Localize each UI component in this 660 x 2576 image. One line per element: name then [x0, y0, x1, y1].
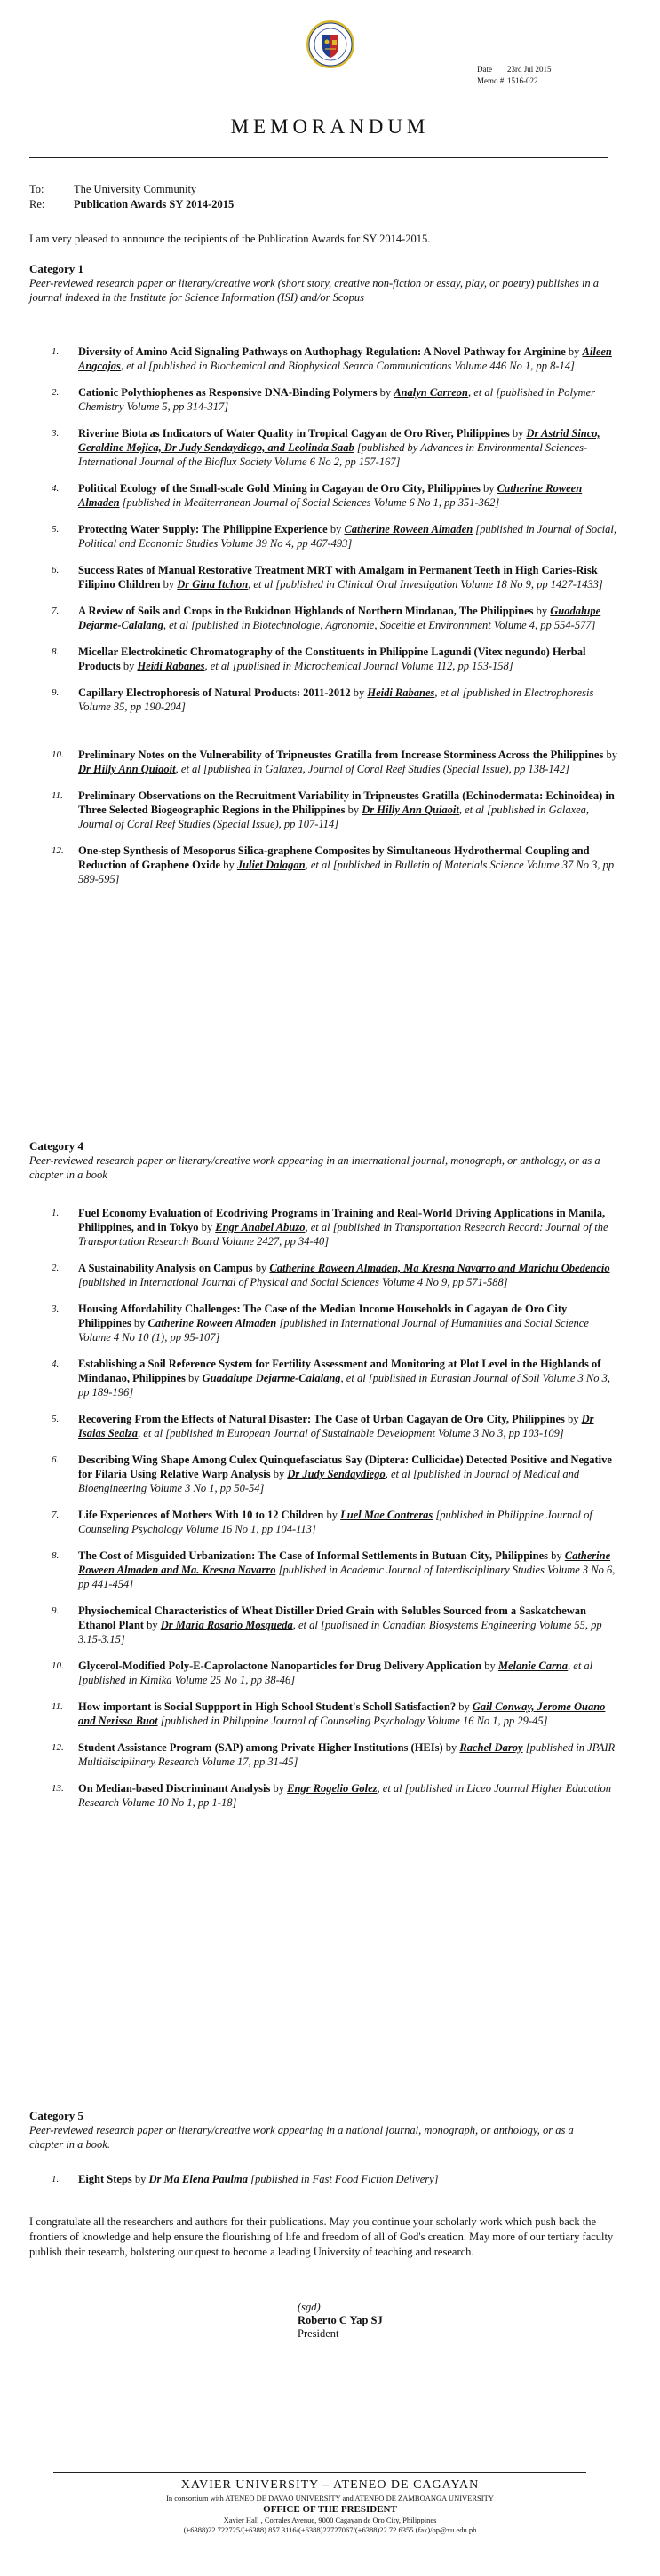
entry-text: [76, 426, 620, 469]
entry-by: by: [533, 605, 551, 617]
entry-title: A Review of Soils and Crops in the Bukidnon Highlands of Northern Mindanao, The Philippines: [78, 605, 534, 617]
entry-author: Catherine Roween Almaden: [147, 1317, 277, 1329]
list-item: [29, 1781, 620, 1810]
footer-contact: (+6388)22 722725/(+6388) 857 3116/(+6388)22727067/(+6388)22 72 6355 (fax)/op@xu.edu.ph: [183, 2525, 477, 2534]
entry-text: [76, 1412, 620, 1440]
entry-by: by: [270, 1468, 288, 1480]
entry-by: by: [327, 523, 345, 535]
entry-author: Catherine Roween Almaden: [78, 482, 583, 509]
entry-text: [76, 1261, 620, 1289]
signed-mark: (sgd): [298, 2301, 321, 2313]
entry-number: 8.: [52, 646, 60, 657]
entry-text: [76, 1604, 620, 1646]
entry-author: Gail Conway, Jerome Ouano and Nerissa Buot: [78, 1700, 606, 1727]
entry-by: by: [198, 1221, 216, 1233]
footer-office: OFFICE OF THE PRESIDENT: [263, 2504, 397, 2515]
entry-by: by: [270, 1782, 288, 1795]
to-value: The University Community: [74, 183, 197, 195]
date-value: 23rd Jul 2015: [507, 65, 552, 74]
signature-block: [298, 2301, 383, 2341]
list-item: [29, 1412, 620, 1440]
re-label: Re:: [29, 198, 45, 210]
entry-title: Riverine Biota as Indicators of Water Quality in Tropical Cagyan de Oro River, Philippines: [78, 427, 510, 440]
entry-author: Catherine Roween Almaden: [344, 523, 473, 535]
entry-author: Engr Rogelio Golez: [287, 1782, 378, 1795]
entry-title: Student Assistance Program (SAP) among Private Higher Institutions (HEIs): [78, 1741, 443, 1754]
entry-number: 4.: [52, 1359, 60, 1369]
entry-title: Preliminary Notes on the Vulnerability of Tripneustes Gratilla from Increase Storminess Across the Philippines: [78, 749, 604, 761]
entry-number: 6.: [52, 1454, 60, 1465]
entry-author: Rachel Daroy: [459, 1741, 523, 1754]
entry-by: by: [160, 578, 178, 590]
entry-publication: , et al [published in Canadian Biosystems Engineering Volume 55, pp 3.15-3.15]: [78, 1619, 602, 1645]
list-item: [29, 1302, 620, 1344]
entry-by: by: [565, 345, 583, 358]
list-item: [29, 563, 620, 591]
signatory-name: Roberto C Yap SJ: [298, 2314, 383, 2326]
entry-author: Dr Ma Elena Paulma: [148, 2173, 249, 2185]
entry-author: Dr Hilly Ann Quiaoit: [362, 804, 459, 816]
entry-author: Luel Mae Contreras: [340, 1509, 433, 1521]
entry-title: One-step Synthesis of Mesoporus Silica-graphene Composites by Simultaneous Hydrothermal Coupling and Reduction of Graphene Oxide: [78, 844, 590, 871]
memo-number-value: 1516-022: [507, 76, 538, 85]
list-item: [29, 522, 620, 551]
entry-publication: , et al [published in Microchemical Journal Volume 112, pp 153-158]: [204, 660, 513, 672]
list-item: [29, 481, 620, 510]
entry-title: A Sustainability Analysis on Campus: [78, 1262, 253, 1274]
date-label: Date: [477, 65, 492, 74]
entry-number: 12.: [52, 845, 64, 856]
entry-author: Guadalupe Dejarme-Calalang: [202, 1372, 341, 1384]
entry-number: 2.: [52, 387, 60, 398]
entry-publication: , et al [published in Biochemical and Biophysical Search Communications Volume 446 No 1, pp 8-14]: [120, 360, 575, 372]
entry-text: [76, 789, 620, 831]
entry-publication: [published by Advances in Environmental Sciences- International Journal of the Bioflux Society Volume 6 No 2, pp 157-167]: [78, 441, 588, 468]
entry-by: by: [131, 2173, 149, 2185]
memo-number-label: Memo #: [477, 76, 505, 85]
entry-publication: , et al [published in Liceo Journal Higher Education Research Volume 10 No 1, pp 1-18]: [78, 1782, 612, 1809]
entry-by: by: [480, 482, 497, 495]
entry-text: [76, 645, 620, 673]
entry-number: 8.: [52, 1550, 60, 1561]
entry-number: 4.: [52, 483, 60, 494]
category-4-header: [29, 1138, 616, 1182]
entry-number: 7.: [52, 1510, 60, 1520]
entry-text: [76, 1659, 620, 1687]
entry-title: Preliminary Observations on the Recruitment Variability in Tripneustes Gratilla (Echinodermata: Echinoidea) in Three Selected Biogeographic Regions in the Philippines: [78, 789, 615, 816]
entry-number: 9.: [52, 687, 60, 698]
entry-title: Housing Affordability Challenges: The Case of the Median Income Households in Cagayan de Oro City Philippines: [78, 1303, 568, 1329]
entry-text: [76, 1357, 620, 1399]
entry-text: [76, 686, 620, 714]
entry-by: by: [143, 1619, 161, 1631]
list-item: [29, 1206, 620, 1248]
category-1-list: [29, 345, 620, 899]
entry-author: Catherine Roween Almaden, Ma Kresna Navarro and Marichu Obedencio: [269, 1262, 610, 1274]
entry-title: Protecting Water Supply: The Philippine Experience: [78, 523, 328, 535]
list-item: [29, 1357, 620, 1399]
list-item: [29, 748, 620, 776]
entry-number: 13.: [52, 1783, 64, 1794]
entry-text: [76, 385, 620, 414]
entry-text: [76, 345, 620, 373]
entry-title: Cationic Polythiophenes as Responsive DNA-Binding Polymers: [78, 386, 378, 399]
entry-number: 10.: [52, 749, 64, 760]
entry-text: [76, 604, 620, 632]
entry-by: by: [509, 427, 527, 440]
entry-publication: , et al [published in Galaxea, Journal of Coral Reef Studies (Special Issue), pp 138-142]: [175, 763, 569, 775]
entry-text: [76, 1206, 620, 1248]
entry-author: Aileen Angcajas: [78, 345, 612, 372]
list-item: [29, 844, 620, 886]
address-block: [29, 182, 234, 212]
signatory-position: President: [298, 2327, 339, 2340]
entry-publication: , et al [published in Clinical Oral Investigation Volume 18 No 9, pp 1427-1433]: [248, 578, 603, 590]
entry-publication: [published in Fast Food Fiction Delivery]: [248, 2173, 439, 2185]
entry-by: by: [120, 660, 138, 672]
entry-by: by: [323, 1509, 341, 1521]
entry-title: How important is Social Suppport in High School Student's Scholl Satisfaction?: [78, 1700, 457, 1713]
category-description: Peer-reviewed research paper or literary/creative work appearing in an international journal, monograph, or anthology, or as a chapter in a book: [29, 1154, 600, 1181]
category-5-header: [29, 2108, 616, 2152]
footer-university: XAVIER UNIVERSITY – ATENEO DE CAGAYAN: [180, 2478, 480, 2492]
entry-publication: [published in JPAIR Multidisciplinary Research Volume 17, pp 31-45]: [78, 1741, 616, 1768]
entry-text: [76, 1508, 620, 1536]
list-item: [29, 385, 620, 414]
entry-text: [76, 1453, 620, 1495]
entry-publication: , et al [published in European Journal of Sustainable Development Volume 3 No 3, pp 103-109]: [138, 1427, 564, 1439]
entry-number: 7.: [52, 606, 60, 616]
list-item: [29, 1261, 620, 1289]
page-title: MEMORANDUM: [230, 115, 430, 138]
list-item: [29, 1700, 620, 1728]
entry-publication: , et al [published in Biotechnologie, Agronomie, Soceitie et Environnment Volume 4, pp 554-577]: [163, 619, 596, 631]
category-5-list: [29, 2172, 620, 2199]
entry-title: On Median-based Discriminant Analysis: [78, 1782, 271, 1795]
list-item: [29, 1453, 620, 1495]
entry-publication: [published in International Journal of Physical and Social Sciences Volume 4 No 9, pp 571-588]: [78, 1276, 508, 1288]
entry-by: by: [442, 1741, 460, 1754]
entry-by: by: [350, 686, 368, 699]
entry-title: Diversity of Amino Acid Signaling Pathways on Authophagy Regulation: A Novel Pathway for Arginine: [78, 345, 566, 358]
entry-title: The Cost of Misguided Urbanization: The Case of Informal Settlements in Butuan City, Philippines: [78, 1550, 548, 1562]
list-item: [29, 1508, 620, 1536]
entry-publication: , et al [published in Electrophoresis Volume 35, pp 190-204]: [78, 686, 594, 713]
entry-author: Engr Anabel Abuzo: [215, 1221, 306, 1233]
entry-author: Dr Astrid Sinco, Geraldine Mojica, Dr Judy Sendaydiego, and Leolinda Saab: [78, 427, 600, 454]
entry-author: Guadalupe Dejarme-Calalang: [78, 605, 601, 631]
category-4-list: [29, 1206, 620, 1822]
entry-by: by: [185, 1372, 203, 1384]
re-value: Publication Awards SY 2014-2015: [74, 198, 235, 210]
entry-author: Dr Gina Itchon: [177, 578, 249, 590]
list-item: [29, 2172, 620, 2186]
list-item: [29, 1549, 620, 1591]
entry-publication: , et al [published in Bulletin of Materials Science Volume 37 No 3, pp 589-595]: [78, 859, 615, 885]
header-divider: [29, 157, 608, 158]
entry-by: by: [456, 1700, 473, 1713]
to-label: To:: [29, 183, 44, 195]
closing-paragraph: I congratulate all the researchers and authors for their publications. May you continue your scholarly work which push back the frontiers of knowledge and help ensure the flourishing of life and freedom of all of God's creation. May more of our tertiary faculty publish their research, bolstering our quest to become a leading University of teaching and research.: [29, 2215, 614, 2258]
entry-publication: [published in Philippine Journal of Counseling Psychology Volume 16 No 1, pp 104-113]: [78, 1509, 592, 1535]
category-description: Peer-reviewed research paper or literary/creative work appearing in a national journal, monograph, or anthology, or as a chapter in a book.: [29, 2124, 574, 2151]
list-item: [29, 604, 620, 632]
entry-number: 1.: [52, 2174, 60, 2184]
entry-by: by: [220, 859, 237, 871]
footer: [0, 2477, 660, 2535]
entry-title: Establishing a Soil Reference System for Fertility Assessment and Monitoring at Plot Level in the Highlands of Mindanao, Philippines: [78, 1358, 601, 1384]
entry-author: Dr Maria Rosario Mosqueda: [160, 1619, 293, 1631]
entry-title: Recovering From the Effects of Natural Disaster: The Case of Urban Cagayan de Oro City, Philippines: [78, 1413, 565, 1425]
entry-number: 12.: [52, 1742, 64, 1753]
category-title: Category 1: [29, 262, 84, 275]
memo-meta: [477, 64, 552, 87]
entry-number: 10.: [52, 1661, 64, 1671]
entry-title: Fuel Economy Evaluation of Ecodriving Programs in Training and Real-World Driving Applications in Manila, Philippines, and in Tokyo: [78, 1207, 606, 1233]
entry-author: Melanie Carna: [497, 1660, 569, 1672]
entry-title: Describing Wing Shape Among Culex Quinquefasciatus Say (Diptera: Cullicidae) Detected Positive and Negative for Filaria Using Relative Warp Analysis: [78, 1454, 612, 1480]
entry-author: Dr Isaias Sealza: [78, 1413, 594, 1439]
entry-by: by: [547, 1550, 565, 1562]
entry-title: Life Experiences of Mothers With 10 to 12 Children: [78, 1509, 324, 1521]
entry-author: Dr Judy Sendaydiego: [287, 1468, 386, 1480]
entry-text: [76, 1740, 620, 1769]
entry-text: [76, 844, 620, 886]
entry-author: Catherine Roween Almaden and Ma. Kresna Navarro: [78, 1550, 611, 1576]
entry-text: [76, 1549, 620, 1591]
entry-number: 9.: [52, 1605, 60, 1616]
list-item: [29, 686, 620, 714]
category-description: Peer-reviewed research paper or literary/creative work (short story, creative non-fiction or essay, play, or poetry) publishes in a journal indexed in the Institute for Science Information (ISI) and/or Scopus: [29, 277, 600, 304]
list-item: [29, 426, 620, 469]
entry-by: by: [252, 1262, 270, 1274]
list-item: [29, 645, 620, 673]
entry-text: [76, 563, 620, 591]
entry-title: Micellar Electrokinetic Chromatography of the Constituents in Philippine Lagundi (Vitex negundo) Herbal Products: [78, 646, 586, 672]
entry-text: [76, 481, 620, 510]
entry-publication: [published in Journal of Social, Political and Economic Studies Volume 39 No 4, pp 467-493]: [78, 523, 616, 550]
entry-publication: [published in Philippine Journal of Counseling Psychology Volume 16 No 1, pp 29-45]: [157, 1715, 548, 1727]
entry-text: [76, 1781, 620, 1810]
entry-number: 11.: [52, 1701, 63, 1712]
category-1-header: [29, 261, 616, 305]
entry-text: [76, 2172, 620, 2186]
list-item: [29, 1604, 620, 1646]
list-item: [29, 1659, 620, 1687]
intro-text: I am very pleased to announce the recipients of the Publication Awards for SY 2014-2015.: [29, 233, 431, 245]
entry-by: by: [564, 1413, 582, 1425]
footer-divider: [53, 2472, 586, 2473]
entry-number: 5.: [52, 1414, 60, 1424]
entry-publication: , et al [published in Kimika Volume 25 No 1, pp 38-46]: [78, 1660, 593, 1686]
footer-address: Xavier Hall , Corrales Avenue, 9000 Cagayan de Oro City, Philippines: [223, 2516, 437, 2524]
entry-text: [76, 1302, 620, 1344]
entry-by: by: [481, 1660, 498, 1672]
entry-title: Eight Steps: [78, 2173, 132, 2185]
entry-title: Physiochemical Characteristics of Wheat Distiller Dried Grain with Solubles Sourced from a Saskatchewan Ethanol Plant: [78, 1605, 586, 1631]
entry-publication: , et al [published in Journal of Medical and Bioengineering Volume 3 No 1, pp 50-54]: [78, 1468, 580, 1494]
entry-author: Analyn Carreon: [394, 386, 468, 399]
entry-publication: , et al [published in Eurasian Journal of Soil Volume 3 No 3, pp 189-196]: [78, 1372, 611, 1399]
entry-publication: , et al [published in Transportation Research Record: Journal of the Transportation Research Board Volume 2427, pp 34-40]: [78, 1221, 608, 1248]
entry-author: Heidi Rabanes: [137, 660, 205, 672]
list-item: [29, 1740, 620, 1769]
entry-number: 6.: [52, 565, 60, 575]
entry-publication: , et al [published in Galaxea, Journal of Coral Reef Studies (Special Issue), pp 107-114]: [78, 804, 590, 830]
entry-number: 3.: [52, 428, 60, 439]
entry-title: Success Rates of Manual Restorative Treatment MRT with Amalgam in Permanent Teeth in High Caries-Risk Filipino Children: [78, 564, 598, 590]
entry-publication: [published in International Journal of Humanities and Social Science Volume 4 No 10 (1), pp 95-107]: [78, 1317, 589, 1343]
entry-number: 3.: [52, 1304, 60, 1314]
entry-by: by: [345, 804, 362, 816]
entry-text: [76, 522, 620, 551]
university-seal-icon: [306, 20, 355, 69]
entry-by: by: [377, 386, 394, 399]
entry-by: by: [603, 749, 617, 761]
entry-publication: [published in Mediterranean Journal of Social Sciences Volume 6 No 1, pp 351-362]: [119, 496, 500, 509]
entry-author: Heidi Rabanes: [367, 686, 435, 699]
entry-by: by: [131, 1317, 148, 1329]
entry-title: Glycerol-Modified Poly-E-Caprolactone Nanoparticles for Drug Delivery Application: [78, 1660, 482, 1672]
entry-number: 1.: [52, 1208, 60, 1218]
category-title: Category 5: [29, 2109, 84, 2122]
entry-number: 11.: [52, 790, 63, 801]
entry-publication: , et al [published in Polymer Chemistry Volume 5, pp 314-317]: [78, 386, 595, 413]
entry-number: 5.: [52, 524, 60, 535]
entry-title: Political Ecology of the Small-scale Gold Mining in Cagayan de Oro City, Philippines: [78, 482, 481, 495]
entry-number: 1.: [52, 346, 60, 357]
entry-text: [76, 748, 620, 776]
entry-author: Juliet Dalagan: [236, 859, 306, 871]
list-item: [29, 345, 620, 373]
entry-title: Capillary Electrophoresis of Natural Products: 2011-2012: [78, 686, 351, 699]
entry-text: [76, 1700, 620, 1728]
entry-author: Dr Hilly Ann Quiaoit: [78, 763, 176, 775]
footer-consortium: In consortium with ATENEO DE DAVAO UNIVERSITY and ATENEO DE ZAMBOANGA UNIVERSITY: [166, 2493, 494, 2502]
entry-publication: [published in Academic Journal of Interdisciplinary Studies Volume 3 No 6, pp 441-454]: [78, 1564, 616, 1590]
list-item: [29, 789, 620, 831]
entry-number: 2.: [52, 1263, 60, 1273]
category-title: Category 4: [29, 1139, 84, 1153]
